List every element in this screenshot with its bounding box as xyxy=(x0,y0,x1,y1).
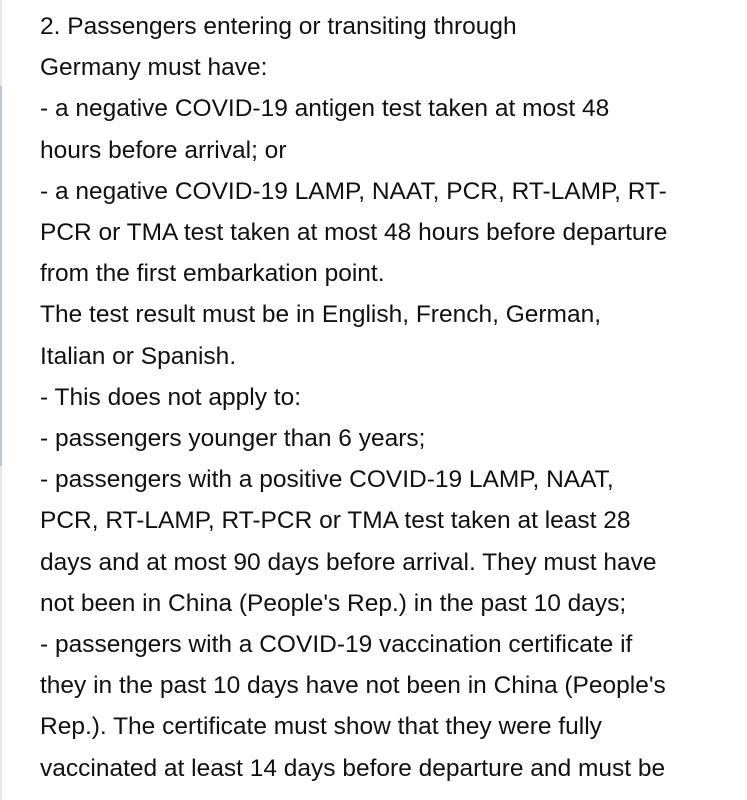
text-line: Germany must have: xyxy=(40,54,268,82)
text-line: - passengers with a positive COVID-19 LAMP, NAAT, xyxy=(40,466,614,494)
text-line: vaccinated at least 14 days before departure and must be xyxy=(40,754,666,782)
text-line: - a negative COVID-19 antigen test taken at most 48 xyxy=(40,95,610,123)
text-line: - passengers younger than 6 years; xyxy=(40,425,426,453)
text-line: The test result must be in English, French, German, xyxy=(40,301,602,329)
text-line: - a negative COVID-19 LAMP, NAAT, PCR, RT-LAMP, RT- xyxy=(40,177,667,205)
window-left-border-accent xyxy=(0,86,2,466)
text-line: Rep.). The certificate must show that they were fully xyxy=(40,713,602,741)
travel-requirements-text xyxy=(40,6,740,789)
text-line: - This does not apply to: xyxy=(40,383,302,411)
text-line: - passengers with a COVID-19 vaccination certificate if xyxy=(40,631,633,659)
text-line: hours before arrival; or xyxy=(40,136,287,164)
text-line: Italian or Spanish. xyxy=(40,342,237,370)
text-line: PCR, RT-LAMP, RT-PCR or TMA test taken at least 28 xyxy=(40,507,631,535)
text-line: not been in China (People's Rep.) in the past 10 days; xyxy=(40,589,627,617)
text-line: PCR or TMA test taken at most 48 hours before departure xyxy=(40,219,668,247)
text-line: from the first embarkation point. xyxy=(40,260,385,288)
text-line: days and at most 90 days before arrival. They must have xyxy=(40,548,657,576)
text-line: 2. Passengers entering or transiting through xyxy=(40,13,517,40)
text-line: they in the past 10 days have not been in China (People's xyxy=(40,672,666,700)
